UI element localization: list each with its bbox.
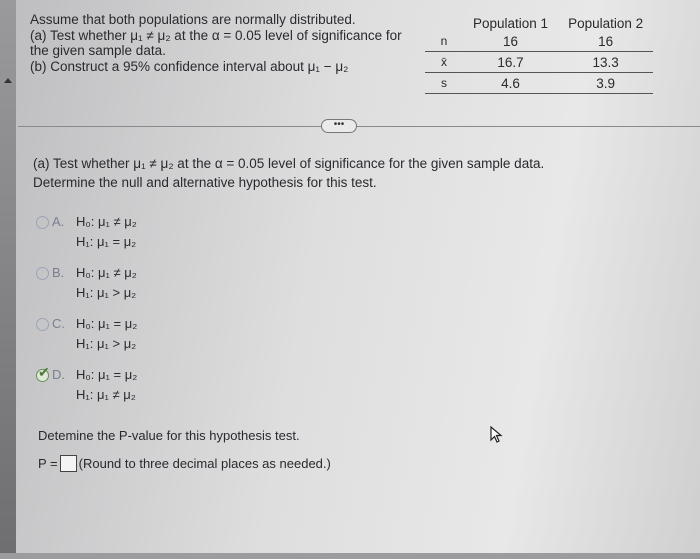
option-letter: C.	[52, 316, 65, 331]
intro-line-2: (a) Test whether μ₁ ≠ μ₂ at the α = 0.05 level of significance for	[30, 27, 402, 43]
part-a-line-2: Determine the null and alternative hypothesis for this test.	[33, 175, 377, 190]
alt-hypothesis: H₁: μ₁ ≠ μ₂	[76, 387, 136, 402]
intro-line-1: Assume that both populations are normally distributed.	[30, 12, 356, 27]
pvalue-prompt: Detemine the P-value for this hypothesis test.	[38, 428, 300, 443]
option-letter: D.	[52, 367, 65, 382]
alt-hypothesis: H₁: μ₁ = μ₂	[76, 234, 137, 249]
table-row	[425, 31, 653, 52]
row-label: x̄	[425, 52, 463, 73]
null-hypothesis: H₀: μ₁ = μ₂	[76, 316, 138, 331]
pvalue-hint: (Round to three decimal places as needed.)	[78, 456, 331, 471]
collapse-arrow-icon[interactable]	[4, 78, 12, 83]
null-hypothesis: H₀: μ₁ = μ₂	[76, 367, 138, 382]
option-letter: B.	[52, 265, 65, 280]
radio-button[interactable]	[36, 267, 49, 280]
cell-value: 16.7	[463, 52, 558, 73]
header-population-1: Population 1	[473, 16, 549, 31]
row-label: n	[425, 31, 463, 52]
option-letter: A.	[52, 214, 65, 229]
intro-line-3: the given sample data.	[30, 43, 166, 58]
left-frame	[0, 0, 16, 559]
pvalue-label: P =	[38, 456, 58, 471]
cell-value: 16	[463, 31, 558, 52]
null-hypothesis: H₀: μ₁ ≠ μ₂	[76, 214, 137, 229]
more-button[interactable]: •••	[321, 119, 357, 133]
cell-value: 13.3	[558, 52, 653, 73]
question-intro	[30, 12, 410, 74]
section-divider	[18, 126, 700, 127]
part-a-prompt	[33, 154, 544, 192]
bottom-edge	[0, 553, 700, 559]
cell-value: 3.9	[558, 73, 653, 94]
radio-button[interactable]	[36, 216, 49, 229]
alt-hypothesis: H₁: μ₁ > μ₂	[76, 285, 137, 300]
pvalue-input[interactable]	[60, 455, 77, 472]
checkmark-icon: ✔	[38, 364, 50, 380]
cell-value: 16	[558, 31, 653, 52]
radio-button[interactable]	[36, 318, 49, 331]
table-row	[425, 73, 653, 94]
null-hypothesis: H₀: μ₁ ≠ μ₂	[76, 265, 137, 280]
cell-value: 4.6	[463, 73, 558, 94]
table-row	[425, 52, 653, 73]
header-population-2: Population 2	[568, 16, 644, 31]
pointer-cursor-icon	[490, 426, 504, 444]
intro-line-4: (b) Construct a 95% confidence interval about μ₁ − μ₂	[30, 58, 349, 74]
pvalue-answer-line	[38, 455, 331, 472]
population-table	[425, 14, 653, 94]
alt-hypothesis: H₁: μ₁ > μ₂	[76, 336, 137, 351]
part-a-line-1: (a) Test whether μ₁ ≠ μ₂ at the α = 0.05 level of significance for the given sample data.	[33, 156, 545, 171]
row-label: s	[425, 73, 463, 94]
